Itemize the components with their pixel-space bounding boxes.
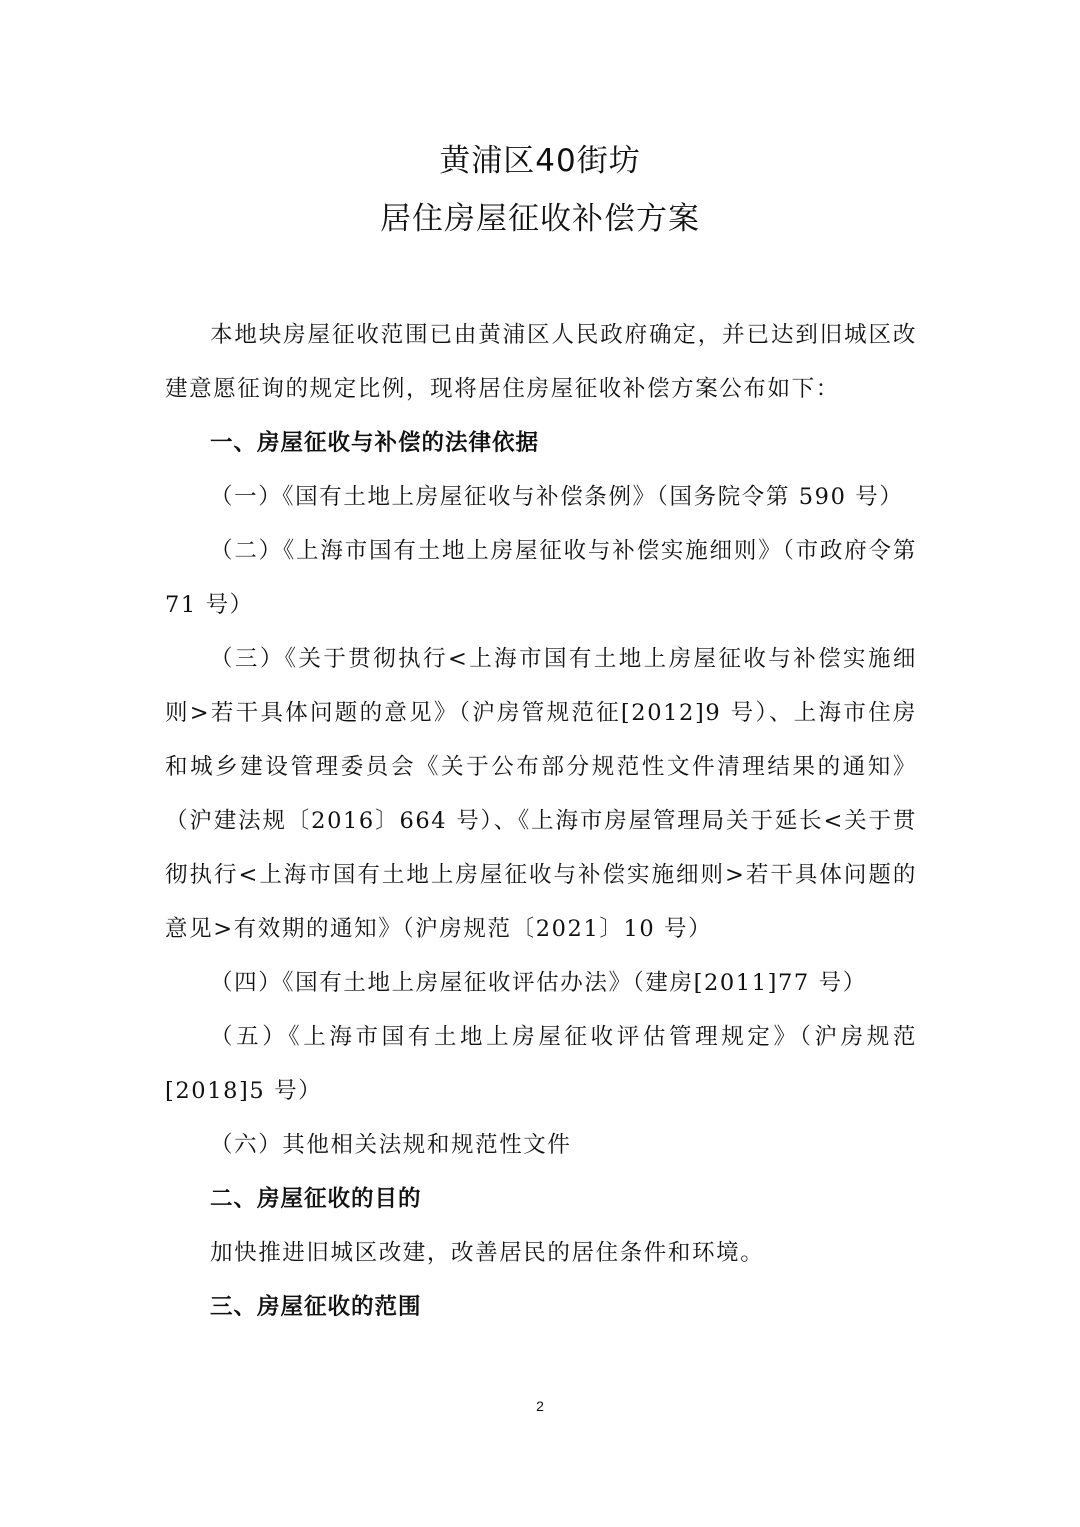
legal-basis-item-4: （四）《国有土地上房屋征收评估办法》（建房[2011]77 号）	[210, 970, 867, 996]
section-1-heading: 一、房屋征收与补偿的法律依据	[210, 430, 540, 456]
document-title	[0, 132, 1080, 248]
document-body	[165, 308, 917, 1334]
page-number: 2	[536, 1398, 544, 1414]
legal-basis-item-5: （五）《上海市国有土地上房屋征收评估管理规定》（沪房规范[2018]5 号）	[165, 1024, 917, 1104]
legal-basis-item-2: （二）《上海市国有土地上房屋征收与补偿实施细则》（市政府令第 71 号）	[165, 538, 917, 618]
title-line-1: 黄浦区40街坊	[439, 143, 641, 179]
legal-basis-item-3: （三）《关于贯彻执行<上海市国有土地上房屋征收与补偿实施细则>若干具体问题的意见》（沪房管规范征[2012]9 号）、上海市住房和城乡建设管理委员会《关于公布部分规范性文件清理结果的通知》（沪建法规〔2016〕664 号）、《上海市房屋管理局关于延长<关于贯彻执行<上海市国有土地上房屋征收与补偿实施细则>若干具体问题的意见>有效期的通知》（沪房规范〔2021〕10 号）	[165, 646, 917, 942]
legal-basis-item-1: （一）《国有土地上房屋征收与补偿条例》（国务院令第 590 号）	[210, 484, 904, 510]
intro-paragraph: 本地块房屋征收范围已由黄浦区人民政府确定，并已达到旧城区改建意愿征询的规定比例，现将居住房屋征收补偿方案公布如下：	[165, 322, 917, 402]
section-2-heading: 二、房屋征收的目的	[210, 1186, 422, 1212]
purpose-paragraph: 加快推进旧城区改建，改善居民的居住条件和环境。	[210, 1240, 765, 1266]
title-line-2: 居住房屋征收补偿方案	[380, 201, 700, 237]
section-3-heading: 三、房屋征收的范围	[210, 1294, 422, 1320]
legal-basis-item-6: （六）其他相关法规和规范性文件	[210, 1132, 572, 1158]
